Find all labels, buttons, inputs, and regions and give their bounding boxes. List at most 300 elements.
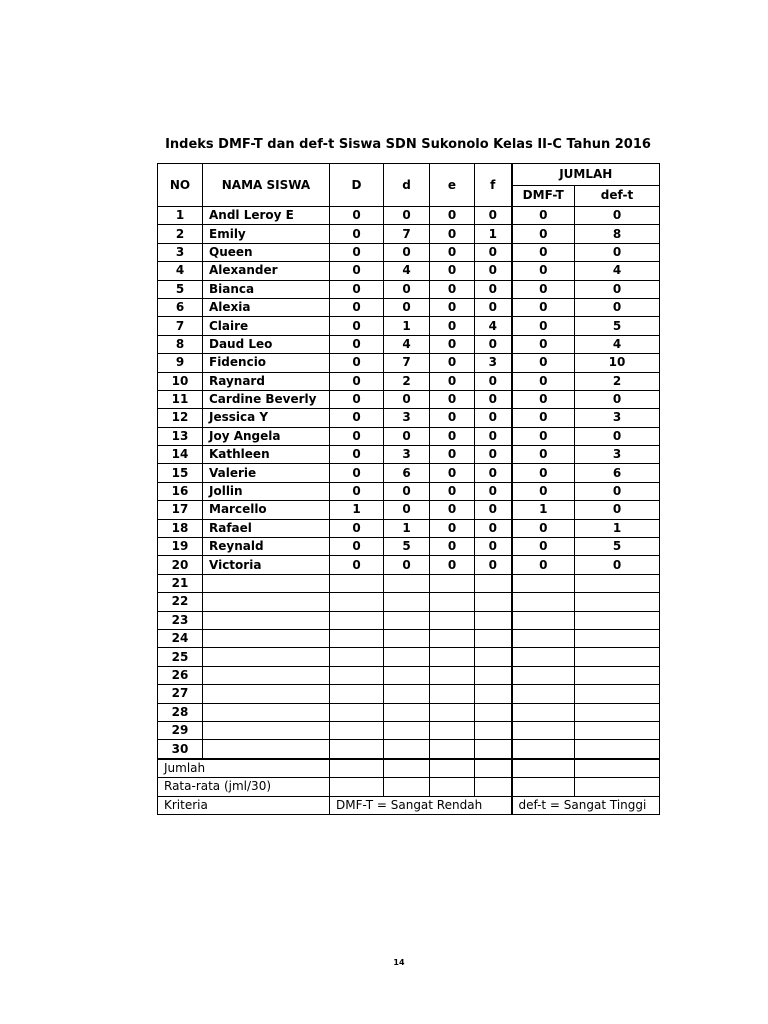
- header-f: f: [475, 164, 512, 207]
- row-nama: [203, 611, 330, 629]
- row-f: [475, 685, 512, 703]
- row-d: [384, 666, 430, 684]
- row-f: 4: [475, 317, 512, 335]
- dmft-table: [157, 163, 660, 815]
- row-dmft: [512, 740, 575, 759]
- row-dmft: 0: [512, 482, 575, 500]
- row-d: 5: [384, 538, 430, 556]
- row-nama: Valerie: [203, 464, 330, 482]
- row-nama: Rafael: [203, 519, 330, 537]
- row-f: 0: [475, 207, 512, 225]
- row-dmft: 0: [512, 372, 575, 390]
- row-D: [330, 593, 384, 611]
- row-e: 0: [430, 262, 475, 280]
- row-f: 1: [475, 225, 512, 243]
- row-e: 0: [430, 538, 475, 556]
- row-f: 0: [475, 280, 512, 298]
- row-D: 0: [330, 243, 384, 261]
- row-D: 0: [330, 298, 384, 316]
- row-d: 4: [384, 262, 430, 280]
- row-nama: Reynald: [203, 538, 330, 556]
- row-dmft: 0: [512, 538, 575, 556]
- rata-f: [475, 778, 512, 796]
- row-nama: [203, 574, 330, 592]
- row-e: [430, 740, 475, 759]
- row-D: 0: [330, 225, 384, 243]
- row-e: 0: [430, 427, 475, 445]
- row-f: 0: [475, 482, 512, 500]
- row-d: 0: [384, 501, 430, 519]
- row-D: 0: [330, 280, 384, 298]
- row-dmft: [512, 611, 575, 629]
- table-row: [158, 317, 660, 335]
- row-D: 1: [330, 501, 384, 519]
- row-f: 0: [475, 409, 512, 427]
- row-d: 1: [384, 519, 430, 537]
- page-number: 14: [393, 958, 405, 967]
- table-row: [158, 740, 660, 759]
- row-D: [330, 740, 384, 759]
- row-f: [475, 721, 512, 739]
- row-no: 15: [158, 464, 203, 482]
- row-deft: [575, 740, 660, 759]
- row-dmft: 0: [512, 207, 575, 225]
- row-no: 2: [158, 225, 203, 243]
- row-no: 16: [158, 482, 203, 500]
- row-no: 8: [158, 335, 203, 353]
- row-no: 3: [158, 243, 203, 261]
- table-row: [158, 207, 660, 225]
- row-D: 0: [330, 538, 384, 556]
- row-nama: Raynard: [203, 372, 330, 390]
- row-dmft: [512, 721, 575, 739]
- jumlah-label: Jumlah: [158, 759, 330, 778]
- row-nama: Jessica Y: [203, 409, 330, 427]
- row-deft: 0: [575, 280, 660, 298]
- row-D: [330, 611, 384, 629]
- row-d: 7: [384, 225, 430, 243]
- row-D: 0: [330, 556, 384, 574]
- header-no: NO: [158, 164, 203, 207]
- row-f: 0: [475, 464, 512, 482]
- row-dmft: [512, 629, 575, 647]
- row-d: 0: [384, 556, 430, 574]
- row-deft: 4: [575, 262, 660, 280]
- row-nama: Alexander: [203, 262, 330, 280]
- table-row: [158, 354, 660, 372]
- row-dmft: 0: [512, 409, 575, 427]
- table-row: [158, 409, 660, 427]
- row-D: [330, 629, 384, 647]
- row-nama: Joy Angela: [203, 427, 330, 445]
- row-d: 0: [384, 390, 430, 408]
- row-dmft: 0: [512, 556, 575, 574]
- row-deft: [575, 685, 660, 703]
- row-deft: 1: [575, 519, 660, 537]
- row-e: [430, 703, 475, 721]
- row-nama: Kathleen: [203, 446, 330, 464]
- table-title: Indeks DMF-T dan def-t Siswa SDN Sukonolo Kelas II-C Tahun 2016: [165, 137, 651, 152]
- jumlah-d: [384, 759, 430, 778]
- row-dmft: 0: [512, 280, 575, 298]
- row-d: [384, 574, 430, 592]
- row-d: 7: [384, 354, 430, 372]
- row-deft: [575, 666, 660, 684]
- row-nama: Marcello: [203, 501, 330, 519]
- kriteria-dmft: DMF-T = Sangat Rendah: [330, 796, 512, 814]
- row-deft: [575, 648, 660, 666]
- row-d: [384, 703, 430, 721]
- header-D: D: [330, 164, 384, 207]
- row-deft: [575, 629, 660, 647]
- row-no: 22: [158, 593, 203, 611]
- row-no: 23: [158, 611, 203, 629]
- row-dmft: [512, 685, 575, 703]
- row-e: [430, 685, 475, 703]
- row-no: 19: [158, 538, 203, 556]
- row-f: [475, 574, 512, 592]
- row-D: 0: [330, 519, 384, 537]
- row-D: 0: [330, 482, 384, 500]
- row-d: 3: [384, 409, 430, 427]
- table-row: [158, 262, 660, 280]
- row-nama: [203, 740, 330, 759]
- row-dmft: 0: [512, 243, 575, 261]
- row-no: 1: [158, 207, 203, 225]
- row-d: 0: [384, 298, 430, 316]
- row-nama: [203, 648, 330, 666]
- rata-label: Rata-rata (jml/30): [158, 778, 330, 796]
- row-dmft: 0: [512, 262, 575, 280]
- row-no: 7: [158, 317, 203, 335]
- row-D: [330, 721, 384, 739]
- row-no: 21: [158, 574, 203, 592]
- row-dmft: 1: [512, 501, 575, 519]
- table-row: [158, 538, 660, 556]
- row-dmft: [512, 666, 575, 684]
- row-deft: 0: [575, 482, 660, 500]
- row-deft: 10: [575, 354, 660, 372]
- row-dmft: 0: [512, 427, 575, 445]
- table-row: [158, 427, 660, 445]
- row-no: 24: [158, 629, 203, 647]
- table-row: [158, 593, 660, 611]
- row-f: 0: [475, 519, 512, 537]
- row-deft: 0: [575, 390, 660, 408]
- table-row: [158, 721, 660, 739]
- row-f: [475, 703, 512, 721]
- row-deft: 8: [575, 225, 660, 243]
- row-no: 13: [158, 427, 203, 445]
- header-jumlah: JUMLAH: [512, 164, 660, 186]
- row-D: 0: [330, 335, 384, 353]
- row-D: [330, 666, 384, 684]
- row-f: 0: [475, 372, 512, 390]
- row-deft: [575, 574, 660, 592]
- row-nama: Victoria: [203, 556, 330, 574]
- row-e: 0: [430, 409, 475, 427]
- row-d: [384, 685, 430, 703]
- row-D: 0: [330, 427, 384, 445]
- row-dmft: 0: [512, 298, 575, 316]
- row-nama: Claire: [203, 317, 330, 335]
- table-row: [158, 243, 660, 261]
- table-row: [158, 501, 660, 519]
- jumlah-e: [430, 759, 475, 778]
- row-deft: 4: [575, 335, 660, 353]
- row-f: [475, 593, 512, 611]
- row-d: 0: [384, 482, 430, 500]
- row-D: [330, 703, 384, 721]
- row-e: 0: [430, 207, 475, 225]
- row-d: 0: [384, 280, 430, 298]
- row-D: [330, 648, 384, 666]
- table-row: [158, 519, 660, 537]
- row-D: 0: [330, 317, 384, 335]
- row-f: 0: [475, 243, 512, 261]
- row-d: 1: [384, 317, 430, 335]
- row-f: 0: [475, 446, 512, 464]
- footer-jumlah-row: [158, 759, 660, 778]
- row-nama: Alexia: [203, 298, 330, 316]
- header-deft: def-t: [575, 185, 660, 207]
- row-dmft: [512, 593, 575, 611]
- table-row: [158, 666, 660, 684]
- row-e: [430, 611, 475, 629]
- row-e: 0: [430, 446, 475, 464]
- row-deft: [575, 593, 660, 611]
- row-no: 18: [158, 519, 203, 537]
- row-no: 9: [158, 354, 203, 372]
- row-dmft: 0: [512, 464, 575, 482]
- footer-kriteria-row: [158, 796, 660, 814]
- table-row: [158, 703, 660, 721]
- row-f: 0: [475, 501, 512, 519]
- row-nama: [203, 593, 330, 611]
- row-e: 0: [430, 464, 475, 482]
- row-no: 11: [158, 390, 203, 408]
- table-row: [158, 280, 660, 298]
- row-D: 0: [330, 372, 384, 390]
- kriteria-label: Kriteria: [158, 796, 330, 814]
- row-dmft: [512, 574, 575, 592]
- row-no: 27: [158, 685, 203, 703]
- row-dmft: [512, 648, 575, 666]
- row-f: [475, 740, 512, 759]
- row-e: 0: [430, 298, 475, 316]
- row-e: 0: [430, 354, 475, 372]
- row-deft: 0: [575, 207, 660, 225]
- row-no: 4: [158, 262, 203, 280]
- header-e: e: [430, 164, 475, 207]
- jumlah-deft: [575, 759, 660, 778]
- jumlah-dmft: [512, 759, 575, 778]
- row-D: 0: [330, 354, 384, 372]
- row-D: 0: [330, 390, 384, 408]
- row-no: 20: [158, 556, 203, 574]
- row-D: [330, 574, 384, 592]
- row-nama: Daud Leo: [203, 335, 330, 353]
- row-D: 0: [330, 207, 384, 225]
- row-no: 28: [158, 703, 203, 721]
- table-row: [158, 225, 660, 243]
- row-deft: [575, 721, 660, 739]
- row-d: 3: [384, 446, 430, 464]
- row-deft: 0: [575, 501, 660, 519]
- header-d: d: [384, 164, 430, 207]
- row-dmft: 0: [512, 390, 575, 408]
- table-row: [158, 611, 660, 629]
- rata-d: [384, 778, 430, 796]
- row-f: 0: [475, 427, 512, 445]
- row-deft: [575, 703, 660, 721]
- table-row: [158, 685, 660, 703]
- table-row: [158, 648, 660, 666]
- row-dmft: [512, 703, 575, 721]
- table-row: [158, 372, 660, 390]
- row-e: 0: [430, 556, 475, 574]
- row-e: 0: [430, 280, 475, 298]
- table-row: [158, 556, 660, 574]
- row-d: 2: [384, 372, 430, 390]
- row-D: 0: [330, 409, 384, 427]
- row-d: [384, 629, 430, 647]
- row-d: [384, 740, 430, 759]
- row-e: [430, 721, 475, 739]
- row-nama: [203, 666, 330, 684]
- row-deft: 2: [575, 372, 660, 390]
- row-dmft: 0: [512, 225, 575, 243]
- row-dmft: 0: [512, 335, 575, 353]
- row-d: [384, 593, 430, 611]
- table-row: [158, 298, 660, 316]
- row-f: 0: [475, 390, 512, 408]
- row-nama: Andl Leroy E: [203, 207, 330, 225]
- row-no: 30: [158, 740, 203, 759]
- header-nama: NAMA SISWA: [203, 164, 330, 207]
- jumlah-D: [330, 759, 384, 778]
- row-d: [384, 648, 430, 666]
- row-d: 6: [384, 464, 430, 482]
- table-row: [158, 464, 660, 482]
- row-d: [384, 611, 430, 629]
- row-no: 10: [158, 372, 203, 390]
- row-e: [430, 666, 475, 684]
- rata-deft: [575, 778, 660, 796]
- table-row: [158, 446, 660, 464]
- row-dmft: 0: [512, 354, 575, 372]
- row-no: 25: [158, 648, 203, 666]
- row-f: [475, 629, 512, 647]
- row-deft: 6: [575, 464, 660, 482]
- row-nama: [203, 703, 330, 721]
- jumlah-f: [475, 759, 512, 778]
- header-dmft: DMF-T: [512, 185, 575, 207]
- row-no: 12: [158, 409, 203, 427]
- footer-rata-row: [158, 778, 660, 796]
- table-row: [158, 574, 660, 592]
- row-D: 0: [330, 464, 384, 482]
- table-row: [158, 335, 660, 353]
- row-dmft: 0: [512, 317, 575, 335]
- row-d: [384, 721, 430, 739]
- row-e: 0: [430, 390, 475, 408]
- row-e: 0: [430, 482, 475, 500]
- row-deft: 5: [575, 538, 660, 556]
- row-D: [330, 685, 384, 703]
- row-f: 0: [475, 262, 512, 280]
- row-D: 0: [330, 262, 384, 280]
- row-e: 0: [430, 335, 475, 353]
- row-f: 3: [475, 354, 512, 372]
- row-no: 29: [158, 721, 203, 739]
- row-deft: [575, 611, 660, 629]
- row-deft: 3: [575, 409, 660, 427]
- row-d: 0: [384, 243, 430, 261]
- row-nama: [203, 721, 330, 739]
- row-e: [430, 593, 475, 611]
- row-d: 4: [384, 335, 430, 353]
- row-d: 0: [384, 427, 430, 445]
- row-f: 0: [475, 335, 512, 353]
- row-e: 0: [430, 225, 475, 243]
- row-nama: Emily: [203, 225, 330, 243]
- row-no: 26: [158, 666, 203, 684]
- row-no: 6: [158, 298, 203, 316]
- table-row: [158, 482, 660, 500]
- rata-e: [430, 778, 475, 796]
- table-row: [158, 390, 660, 408]
- row-e: 0: [430, 243, 475, 261]
- row-dmft: 0: [512, 519, 575, 537]
- row-no: 17: [158, 501, 203, 519]
- row-nama: Fidencio: [203, 354, 330, 372]
- row-no: 14: [158, 446, 203, 464]
- row-deft: 0: [575, 298, 660, 316]
- row-nama: [203, 685, 330, 703]
- row-dmft: 0: [512, 446, 575, 464]
- row-no: 5: [158, 280, 203, 298]
- row-deft: 0: [575, 427, 660, 445]
- table-row: [158, 629, 660, 647]
- row-deft: 0: [575, 556, 660, 574]
- row-e: 0: [430, 501, 475, 519]
- row-f: 0: [475, 298, 512, 316]
- kriteria-deft: def-t = Sangat Tinggi: [512, 796, 660, 814]
- row-deft: 3: [575, 446, 660, 464]
- row-f: [475, 648, 512, 666]
- row-nama: Cardine Beverly: [203, 390, 330, 408]
- row-f: 0: [475, 538, 512, 556]
- row-e: 0: [430, 372, 475, 390]
- row-deft: 0: [575, 243, 660, 261]
- table-body: [158, 207, 660, 759]
- row-nama: [203, 629, 330, 647]
- row-f: [475, 666, 512, 684]
- row-e: [430, 574, 475, 592]
- rata-D: [330, 778, 384, 796]
- row-D: 0: [330, 446, 384, 464]
- row-nama: Jollin: [203, 482, 330, 500]
- row-d: 0: [384, 207, 430, 225]
- row-nama: Queen: [203, 243, 330, 261]
- row-f: 0: [475, 556, 512, 574]
- row-deft: 5: [575, 317, 660, 335]
- row-f: [475, 611, 512, 629]
- rata-dmft: [512, 778, 575, 796]
- row-e: [430, 629, 475, 647]
- row-e: [430, 648, 475, 666]
